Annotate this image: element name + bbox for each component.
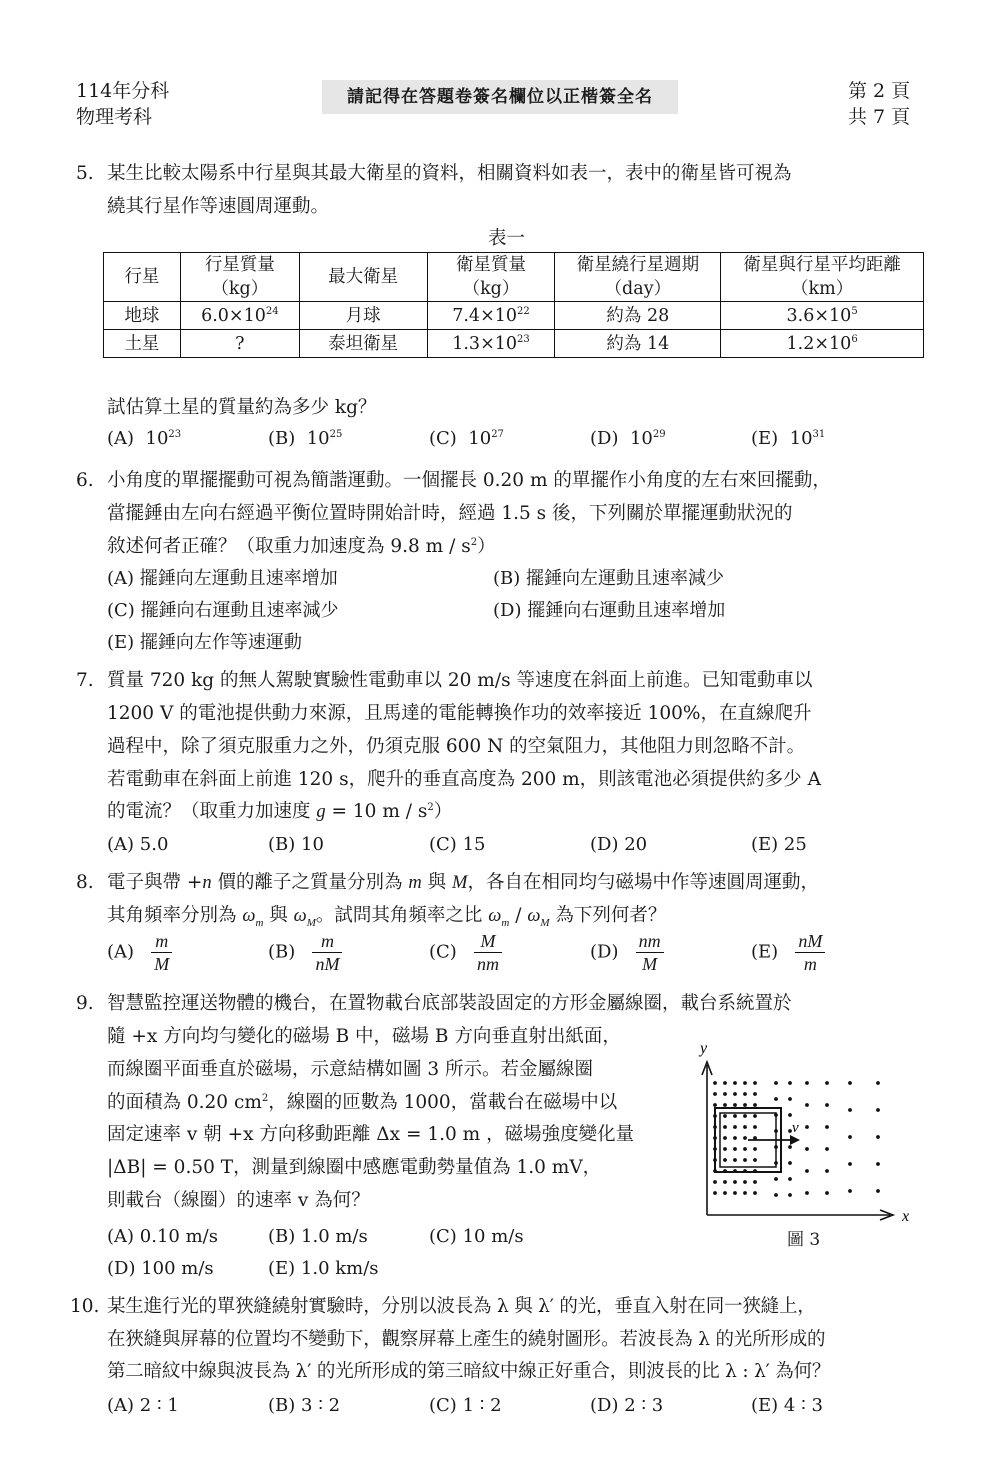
field-dot xyxy=(723,1191,727,1195)
field-dot xyxy=(713,1180,717,1184)
signature-notice: 請記得在答題卷簽名欄位以正楷簽全名 xyxy=(322,80,678,114)
q10-option-d[interactable]: (D) 2 ∶ 3 xyxy=(590,1395,664,1416)
field-dot xyxy=(753,1092,757,1096)
field-dot xyxy=(733,1103,737,1107)
figure-3-caption: 圖 3 xyxy=(787,1230,821,1250)
field-dot xyxy=(723,1081,727,1085)
field-dot xyxy=(825,1103,829,1107)
q9-option-d[interactable]: (D) 100 m/s xyxy=(107,1258,214,1279)
q7-line-1: 質量 720 kg 的無人駕駛實驗性電動車以 20 m/s 等速度在斜面上前進。已知電動車以 xyxy=(107,670,813,691)
field-dot xyxy=(805,1125,809,1129)
th-planet-mass: 行星質量 （kg） xyxy=(180,253,299,302)
q6-line-1: 小角度的單擺擺動可視為簡諧運動。一個擺長 0.20 m 的單擺作小角度的左右來回擺動， xyxy=(107,470,831,491)
field-dot xyxy=(805,1191,809,1195)
q10-line-1: 某生進行光的單狹縫繞射實驗時，分別以波長為 λ 與 λ′ 的光，垂直入射在同一狹縫上， xyxy=(107,1296,816,1317)
th-planet: 行星 xyxy=(104,253,181,302)
field-dot xyxy=(733,1092,737,1096)
field-dot xyxy=(753,1191,757,1195)
planet-moon-table xyxy=(103,252,924,358)
field-dot xyxy=(723,1114,727,1118)
fraction: $\frac{nm}{M}$ xyxy=(636,930,664,975)
q7-number: 7. xyxy=(76,670,94,691)
cell-distance: $3.6\times 10^5$ xyxy=(721,302,924,330)
field-dot xyxy=(848,1081,852,1085)
field-dot xyxy=(788,1177,792,1181)
table-row xyxy=(104,330,924,358)
field-dot xyxy=(743,1125,747,1129)
field-dot xyxy=(733,1114,737,1118)
q9-line-1: 智慧監控運送物體的機台，在置物載台底部裝設固定的方形金屬線圈，載台系統置於 xyxy=(107,993,792,1014)
cell-planet-mass: ? xyxy=(180,330,299,358)
q10-option-c[interactable]: (C) 1 ∶ 2 xyxy=(429,1395,502,1416)
field-dot xyxy=(825,1191,829,1195)
field-dot xyxy=(788,1161,792,1165)
field-dot xyxy=(848,1135,852,1139)
field-dot xyxy=(743,1180,747,1184)
q8-line-1: 電子與帶 +n 價的離子之質量分別為 m 與 M，各自在相同均勻磁場中作等速圓周運動， xyxy=(107,872,819,893)
fraction: $\frac{m}{nM}$ xyxy=(312,930,342,975)
cell-planet-mass: $6.0\times 10^{24}$ xyxy=(180,302,299,330)
q7-line-5: 的電流？（取重力加速度 g = 10 m / $s^2$） xyxy=(107,801,453,822)
exam-year: 114年分科 xyxy=(76,80,170,102)
field-dot xyxy=(825,1169,829,1173)
q9-line-3: 而線圈平面垂直於磁場，示意結構如圖 3 所示。若金屬線圈 xyxy=(107,1059,594,1080)
q5-option-c[interactable]: (C) $10^{27}$ xyxy=(429,428,504,449)
q8-option-a[interactable]: (A) $\frac{m}{M}$ xyxy=(107,930,172,975)
q8-option-c[interactable]: (C) $\frac{M}{nm}$ xyxy=(429,930,502,975)
q10-option-b[interactable]: (B) 3 ∶ 2 xyxy=(268,1395,341,1416)
q10-option-a[interactable]: (A) 2 ∶ 1 xyxy=(107,1395,179,1416)
field-dot xyxy=(876,1189,880,1193)
th-distance: 衛星與行星平均距離 （km） xyxy=(721,253,924,302)
velocity-label: v xyxy=(792,1120,799,1136)
field-dot xyxy=(713,1081,717,1085)
cell-planet: 土星 xyxy=(104,330,181,358)
field-dot xyxy=(805,1081,809,1085)
q6-option-d[interactable]: (D) 擺錘向右運動且速率增加 xyxy=(493,600,726,621)
field-dot xyxy=(733,1136,737,1140)
q7-option-a[interactable]: (A) 5.0 xyxy=(107,834,169,855)
field-dot xyxy=(733,1081,737,1085)
field-dot xyxy=(788,1145,792,1149)
q9-option-e[interactable]: (E) 1.0 km/s xyxy=(268,1258,379,1279)
q9-line-2: 隨 +x 方向均勻變化的磁場 B 中，磁場 B 方向垂直射出紙面， xyxy=(107,1026,621,1047)
q8-option-d[interactable]: (D) $\frac{nm}{M}$ xyxy=(590,930,664,975)
field-dot xyxy=(733,1147,737,1151)
field-dot xyxy=(733,1191,737,1195)
q5-number: 5. xyxy=(76,163,94,184)
field-dot xyxy=(825,1081,829,1085)
field-dot xyxy=(753,1158,757,1162)
cell-moon-mass: $7.4\times 10^{22}$ xyxy=(427,302,555,330)
field-dot xyxy=(723,1147,727,1151)
field-dot xyxy=(788,1081,792,1085)
exam-subject: 物理考科 xyxy=(76,106,153,128)
page-total: 共 7 頁 xyxy=(848,106,911,128)
field-dot xyxy=(825,1125,829,1129)
q6-option-b[interactable]: (B) 擺錘向左運動且速率減少 xyxy=(493,568,725,589)
field-dot xyxy=(743,1158,747,1162)
field-dot xyxy=(743,1147,747,1151)
q7-option-e[interactable]: (E) 25 xyxy=(751,834,807,855)
q9-line-6: |ΔB| = 0.50 T，測量到線圈中感應電動勢量值為 1.0 mV， xyxy=(107,1157,602,1178)
field-dot xyxy=(753,1081,757,1085)
field-dot xyxy=(805,1147,809,1151)
field-dot xyxy=(774,1097,778,1101)
q9-line-5: 固定速率 v 朝 +x 方向移動距離 Δx = 1.0 m ，磁場強度變化量 xyxy=(107,1124,635,1145)
q5-line-2: 繞其行星作等速圓周運動。 xyxy=(107,196,330,217)
field-dot xyxy=(723,1103,727,1107)
field-dot xyxy=(753,1180,757,1184)
cell-moon: 泰坦衛星 xyxy=(299,330,427,358)
q6-option-e[interactable]: (E) 擺錘向左作等速運動 xyxy=(107,632,302,653)
cell-moon-mass: $1.3\times 10^{23}$ xyxy=(427,330,555,358)
field-dot xyxy=(743,1103,747,1107)
q7-option-c[interactable]: (C) 15 xyxy=(429,834,486,855)
field-dot xyxy=(733,1158,737,1162)
field-dot xyxy=(876,1135,880,1139)
field-dot xyxy=(723,1158,727,1162)
th-moon: 最大衛星 xyxy=(299,253,427,302)
cell-period: 約為 14 xyxy=(555,330,721,358)
field-dot xyxy=(743,1092,747,1096)
table-row xyxy=(104,302,924,330)
cell-period: 約為 28 xyxy=(555,302,721,330)
q10-line-2: 在狹縫與屏幕的位置均不變動下，觀察屏幕上產生的繞射圖形。若波長為 λ 的光所形成的 xyxy=(107,1329,826,1350)
q10-option-e[interactable]: (E) 4 ∶ 3 xyxy=(751,1395,823,1416)
table-caption: 表一 xyxy=(488,228,526,249)
q9-option-c[interactable]: (C) 10 m/s xyxy=(429,1226,524,1247)
q7-line-4: 若電動車在斜面上前進 120 s，爬升的垂直高度為 200 m，則該電池必須提供約多少 A xyxy=(107,769,821,790)
q10-number: 10. xyxy=(70,1296,100,1317)
field-dot xyxy=(876,1162,880,1166)
field-dot xyxy=(876,1108,880,1112)
q10-line-3: 第二暗紋中線與波長為 λ′ 的光所形成的第三暗紋中線正好重合，則波長的比 λ : λ′ 為何？ xyxy=(107,1361,831,1382)
field-dot xyxy=(788,1097,792,1101)
fraction: $\frac{M}{nm}$ xyxy=(474,930,502,975)
field-dot xyxy=(723,1125,727,1129)
q9-option-b[interactable]: (B) 1.0 m/s xyxy=(268,1226,368,1247)
field-dot xyxy=(805,1103,809,1107)
field-dot xyxy=(753,1114,757,1118)
q8-line-2: 其角頻率分別為 $\omega_m$ 與 $\omega_M$。試問其角頻率之比 $\omega_m / \omega_M$ 為下列何者？ xyxy=(107,905,667,929)
field-dot xyxy=(743,1081,747,1085)
field-dot xyxy=(788,1113,792,1117)
q7-option-d[interactable]: (D) 20 xyxy=(590,834,648,855)
x-axis-label: x xyxy=(902,1208,910,1225)
field-dot xyxy=(713,1103,717,1107)
field-dot xyxy=(713,1092,717,1096)
field-dot xyxy=(848,1189,852,1193)
th-moon-mass: 衛星質量 （kg） xyxy=(427,253,555,302)
cell-planet: 地球 xyxy=(104,302,181,330)
field-dot xyxy=(753,1147,757,1151)
field-dot xyxy=(774,1193,778,1197)
field-dot xyxy=(743,1191,747,1195)
q5-option-e[interactable]: (E) $10^{31}$ xyxy=(751,428,826,449)
figure-3-magnetic-field xyxy=(690,1035,930,1250)
field-dot xyxy=(774,1177,778,1181)
q7-line-2: 1200 V 的電池提供動力來源，且馬達的電能轉換作功的效率接近 100%，在直線爬升 xyxy=(107,703,812,724)
q5-option-b[interactable]: (B) $10^{25}$ xyxy=(268,428,343,449)
field-dot xyxy=(743,1114,747,1118)
cell-moon: 月球 xyxy=(299,302,427,330)
y-axis-label: y xyxy=(700,1040,708,1057)
field-dot xyxy=(848,1108,852,1112)
field-dot xyxy=(723,1180,727,1184)
q9-line-4: 的面積為 0.20 $cm^2$，線圈的匝數為 1000，當載台在磁場中以 xyxy=(107,1092,618,1113)
q7-line-3: 過程中，除了須克服重力之外，仍須克服 600 N 的空氣阻力，其他阻力則忽略不計。 xyxy=(107,736,806,757)
field-dot xyxy=(848,1162,852,1166)
q6-number: 6. xyxy=(76,470,94,491)
q6-option-c[interactable]: (C) 擺錘向右運動且速率減少 xyxy=(107,600,339,621)
cell-distance: $1.2\times 10^6$ xyxy=(721,330,924,358)
q9-option-a[interactable]: (A) 0.10 m/s xyxy=(107,1226,218,1247)
velocity-arrowhead-icon xyxy=(790,1135,800,1145)
field-dot xyxy=(788,1193,792,1197)
field-dot xyxy=(733,1180,737,1184)
q5-question: 試估算土星的質量約為多少 kg？ xyxy=(107,397,377,418)
field-dot xyxy=(723,1092,727,1096)
q5-line-1: 某生比較太陽系中行星與其最大衛星的資料，相關資料如表一，表中的衛星皆可視為 xyxy=(107,163,792,184)
field-dot xyxy=(743,1136,747,1140)
fraction: $\frac{nM}{m}$ xyxy=(795,930,825,975)
field-dot xyxy=(774,1081,778,1085)
th-period: 衛星繞行星週期 （day） xyxy=(555,253,721,302)
q5-option-d[interactable]: (D) $10^{29}$ xyxy=(590,428,666,449)
page-number: 第 2 頁 xyxy=(848,80,911,102)
field-dot xyxy=(723,1136,727,1140)
field-dot xyxy=(753,1103,757,1107)
q6-option-a[interactable]: (A) 擺錘向左運動且速率增加 xyxy=(107,568,338,589)
q8-number: 8. xyxy=(76,872,94,893)
field-dot xyxy=(825,1147,829,1151)
field-dot xyxy=(713,1191,717,1195)
q5-option-a[interactable]: (A) $10^{23}$ xyxy=(107,428,182,449)
q8-option-b[interactable]: (B) $\frac{m}{nM}$ xyxy=(268,930,342,975)
q6-line-3: 敘述何者正確？（取重力加速度為 9.8 m / $s^2$） xyxy=(107,536,496,557)
q7-option-b[interactable]: (B) 10 xyxy=(268,834,324,855)
q8-option-e[interactable]: (E) $\frac{nM}{m}$ xyxy=(751,930,825,975)
field-dot xyxy=(805,1169,809,1173)
fraction: $\frac{m}{M}$ xyxy=(151,930,172,975)
q9-number: 9. xyxy=(76,993,94,1014)
field-dot xyxy=(733,1125,737,1129)
field-dot xyxy=(753,1125,757,1129)
q6-line-2: 當擺錘由左向右經過平衡位置時開始計時，經過 1.5 s 後，下列關於單擺運動狀況的 xyxy=(107,503,793,524)
field-dot xyxy=(876,1081,880,1085)
q9-line-7: 則載台（線圈）的速率 v 為何？ xyxy=(107,1190,370,1211)
